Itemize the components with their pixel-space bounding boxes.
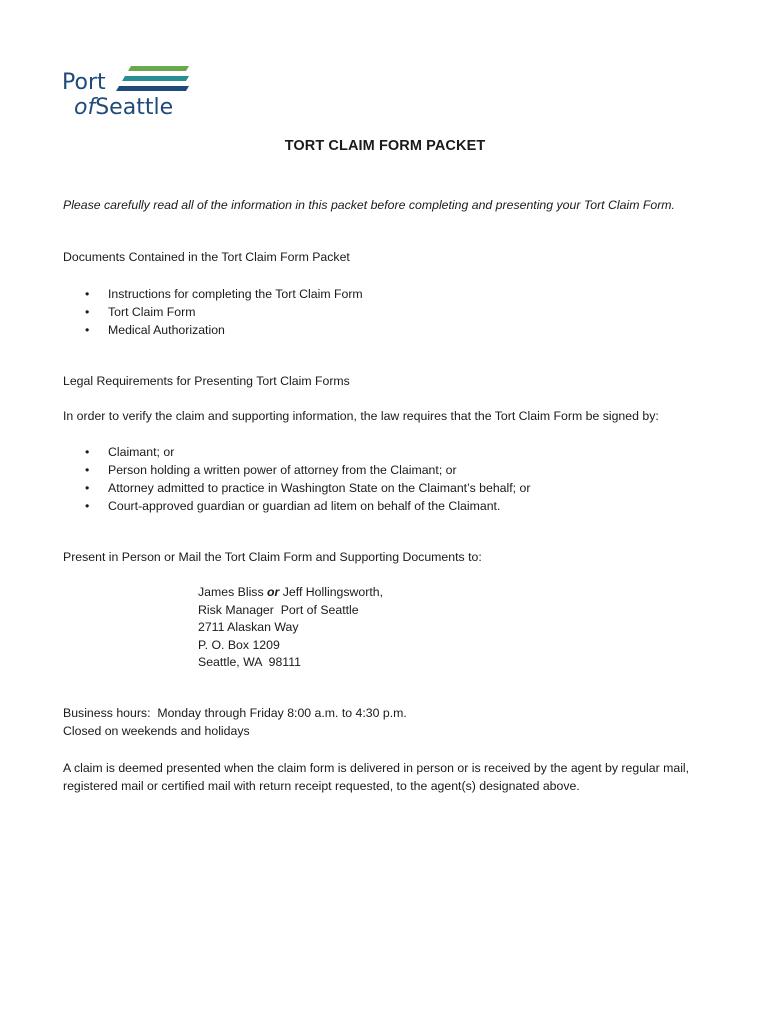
address-line: Risk Manager Port of Seattle — [198, 602, 359, 617]
bullet-icon: • — [85, 463, 90, 477]
bullet-icon: • — [85, 481, 90, 495]
intro-text: Please carefully read all of the information in this packet before completing and presenting your Tort Claim Form. — [63, 198, 675, 212]
logo-port-text: Port — [62, 70, 106, 95]
bullet-icon: • — [85, 323, 90, 337]
documents-list — [63, 285, 363, 339]
mailing-address — [198, 584, 383, 672]
address-recipients: James Bliss or Jeff Hollingsworth, — [198, 585, 384, 599]
address-line: 2711 Alaskan Way — [198, 620, 299, 634]
list-item: • Claimant; or — [85, 445, 175, 459]
list-item: • Court-approved guardian or guardian ad litem on behalf of the Claimant. — [85, 499, 501, 513]
legal-heading: Legal Requirements for Presenting Tort Claim Forms — [63, 374, 350, 388]
address-line: Seattle, WA 98111 — [198, 655, 301, 669]
logo-stripes-icon — [115, 64, 195, 96]
address-line: P. O. Box 1209 — [198, 637, 280, 652]
page-title: TORT CLAIM FORM PACKET — [284, 138, 486, 154]
logo-seattle-text — [74, 96, 173, 120]
business-hours: Business hours: Monday through Friday 8:00 a.m. to 4:30 p.m. — [63, 706, 407, 720]
bullet-icon: • — [85, 305, 90, 319]
documents-heading: Documents Contained in the Tort Claim Form Packet — [63, 250, 350, 264]
port-of-seattle-logo — [60, 62, 195, 124]
legal-lead-text: In order to verify the claim and supporting information, the law requires that the Tort Claim Form be signed by: — [63, 409, 659, 423]
signers-list — [63, 443, 530, 515]
list-item: • Medical Authorization — [85, 323, 225, 337]
list-item: • Tort Claim Form — [85, 305, 196, 319]
list-item: • Attorney admitted to practice in Washington State on the Claimant’s behalf; or — [85, 481, 531, 495]
list-item: • Person holding a written power of attorney from the Claimant; or — [85, 463, 457, 477]
closing-paragraph: A claim is deemed presented when the claim form is delivered in person or is received by the agent by regular mail, registered mail or certified mail with return receipt requested, to the agent(s) designated above. — [63, 761, 690, 793]
closed-notice: Closed on weekends and holidays — [63, 724, 250, 738]
logo-city-text: Seattle — [95, 95, 174, 120]
bullet-icon: • — [85, 499, 90, 513]
bullet-icon: • — [85, 445, 90, 459]
present-heading: Present in Person or Mail the Tort Claim Form and Supporting Documents to: — [63, 550, 482, 564]
list-item: • Instructions for completing the Tort Claim Form — [85, 287, 363, 301]
bullet-icon: • — [85, 287, 90, 301]
logo-of-text: of — [74, 95, 96, 120]
